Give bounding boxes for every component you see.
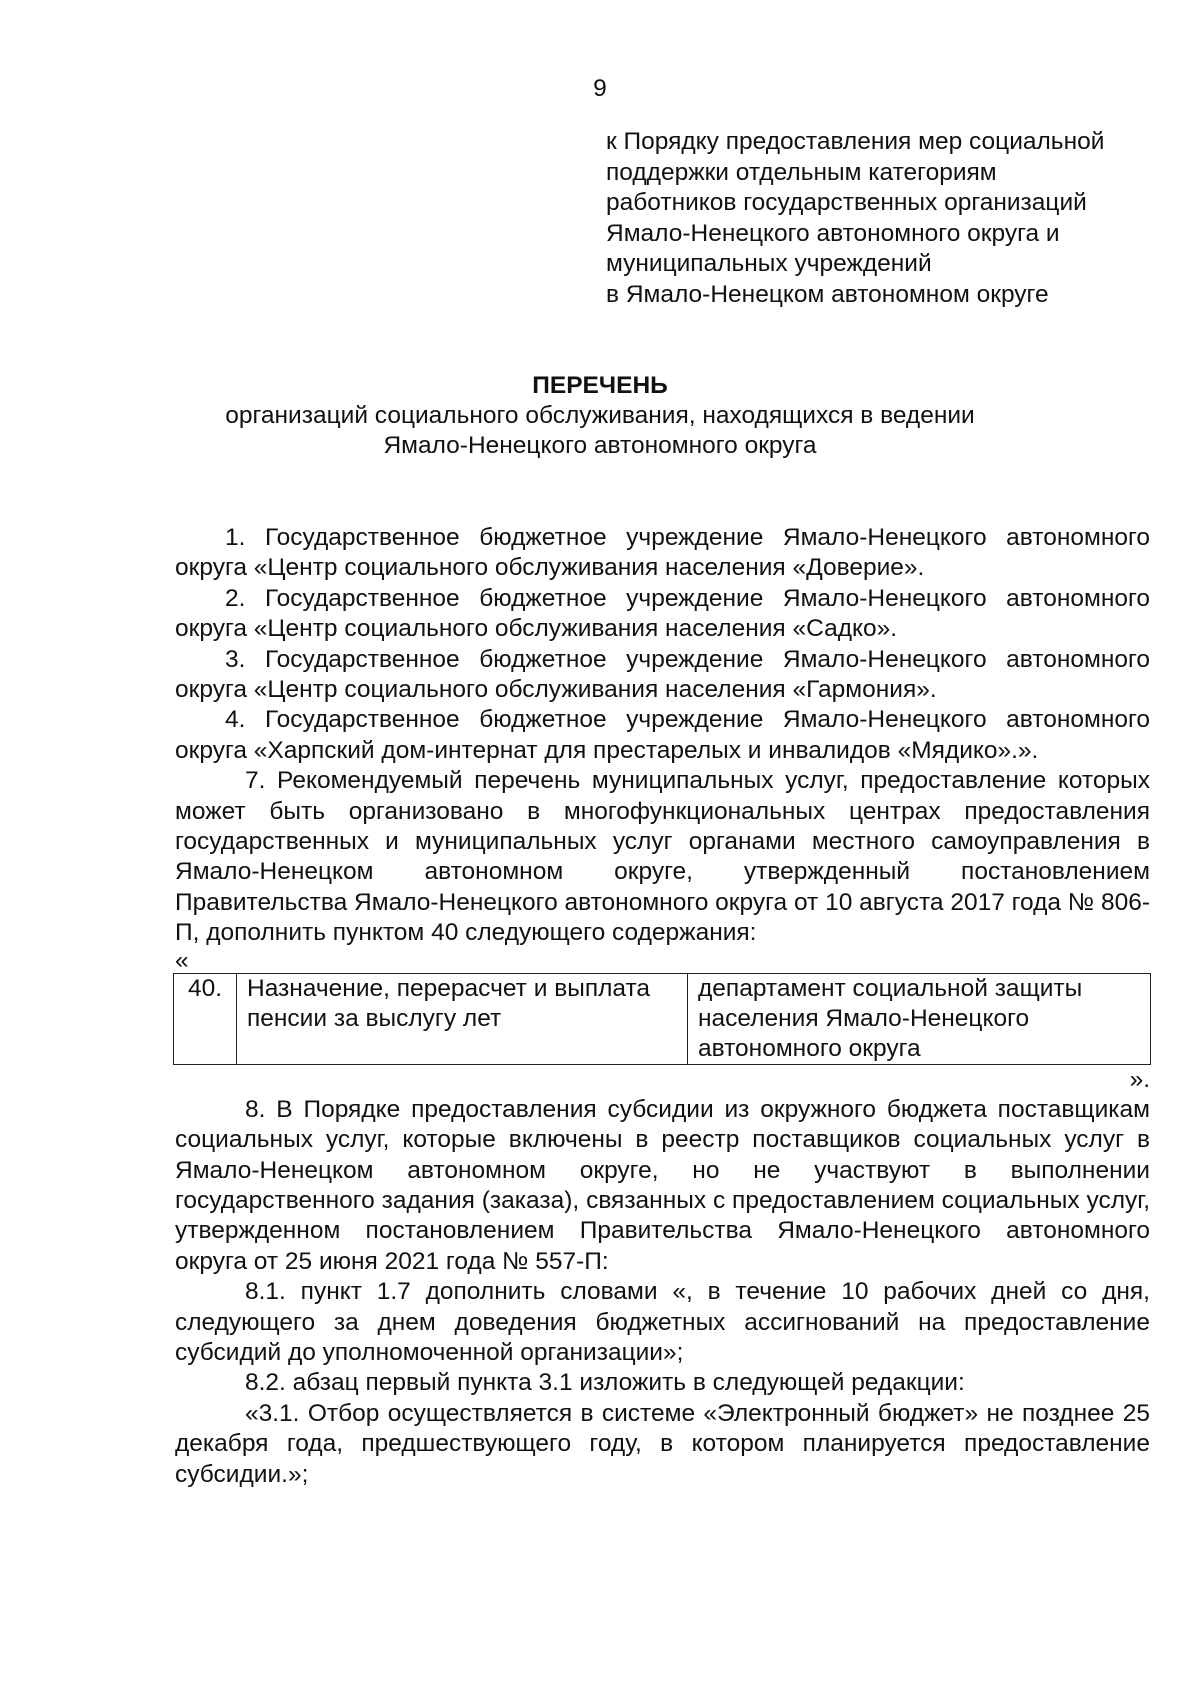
list-item: 2. Государственное бюджетное учреждение Ямало-Ненецкого автономного округа «Центр социального обслуживания населения «Садко». <box>175 584 1150 643</box>
appendix-line: муниципальных учреждений <box>606 250 932 278</box>
appendix-line: в Ямало-Ненецком автономном округе <box>606 280 1049 308</box>
table-row <box>174 973 1151 1064</box>
table-cell-department: департамент социальной защиты населения Ямало-Ненецкого автономного округа <box>688 973 1151 1064</box>
list-item: 4. Государственное бюджетное учреждение Ямало-Ненецкого автономного округа «Харпский дом-интернат для престарелых и инвалидов «Мядико».». <box>175 706 1150 764</box>
table-cell-number: 40. <box>174 973 237 1064</box>
paragraph-8: 8. В Порядке предоставления субсидии из окружного бюджета поставщикам социальных услуг, которые включены в реестр поставщиков социальных услуг в Ямало-Ненецком автономном округе, но не участвуют в выполнении государственного задания (заказа), связанных с предоставлением социальных услуг, утвержденном постановлением Правительства Ямало-Ненецкого автономного округа от 25 июня 2021 года № 557-П: <box>175 1095 1150 1275</box>
paragraph-3-1: «3.1. Отбор осуществляется в системе «Электронный бюджет» не позднее 25 декабря года, предшествующего году, в котором планируется предоставление субсидии.»; <box>175 1399 1150 1488</box>
list-item: 1. Государственное бюджетное учреждение Ямало-Ненецкого автономного округа «Центр социального обслуживания населения «Доверие». <box>175 524 1150 582</box>
appendix-reference <box>606 127 1166 311</box>
paragraph-7: 7. Рекомендуемый перечень муниципальных услуг, предоставление которых может быть организовано в многофункциональных центрах предоставления государственных и муниципальных услуг органами местного самоуправления в Ямало-Ненецком автономном округе, утвержденный постановлением Правительства Ямало-Ненецкого автономного округа от 10 августа 2017 года № 806-П, дополнить пунктом 40 следующего содержания: <box>175 767 1150 947</box>
appendix-line: к Порядку предоставления мер социальной <box>606 128 1105 155</box>
table-cell-service: Назначение, перерасчет и выплата пенсии за выслугу лет <box>237 973 688 1064</box>
document-title: ПЕРЕЧЕНЬ <box>532 372 668 399</box>
page-number: 9 <box>593 75 607 102</box>
list-item: 3. Государственное бюджетное учреждение Ямало-Ненецкого автономного округа «Центр социального обслуживания населения «Гармония». <box>175 645 1150 704</box>
document-subtitle <box>150 401 1050 461</box>
paragraph-8-1: 8.1. пункт 1.7 дополнить словами «, в течение 10 рабочих дней со дня, следующего за днем доведения бюджетных ассигнований на предоставление субсидий до уполномоченной организации»; <box>175 1278 1150 1366</box>
paragraph-8-2: 8.2. абзац первый пункта 3.1 изложить в следующей редакции: <box>245 1369 965 1397</box>
subtitle-line: организаций социального обслуживания, находящихся в ведении <box>225 402 975 429</box>
quote-open: « <box>175 946 189 974</box>
quote-close: ». <box>1129 1065 1150 1093</box>
document-body <box>175 523 1150 1490</box>
appendix-line: работников государственных организаций <box>606 189 1087 217</box>
inserted-table <box>173 973 1151 1065</box>
appendix-line: поддержки отдельным категориям <box>606 158 997 186</box>
appendix-line: Ямало-Ненецкого автономного округа и <box>606 219 1060 247</box>
subtitle-line: Ямало-Ненецкого автономного округа <box>383 432 817 459</box>
